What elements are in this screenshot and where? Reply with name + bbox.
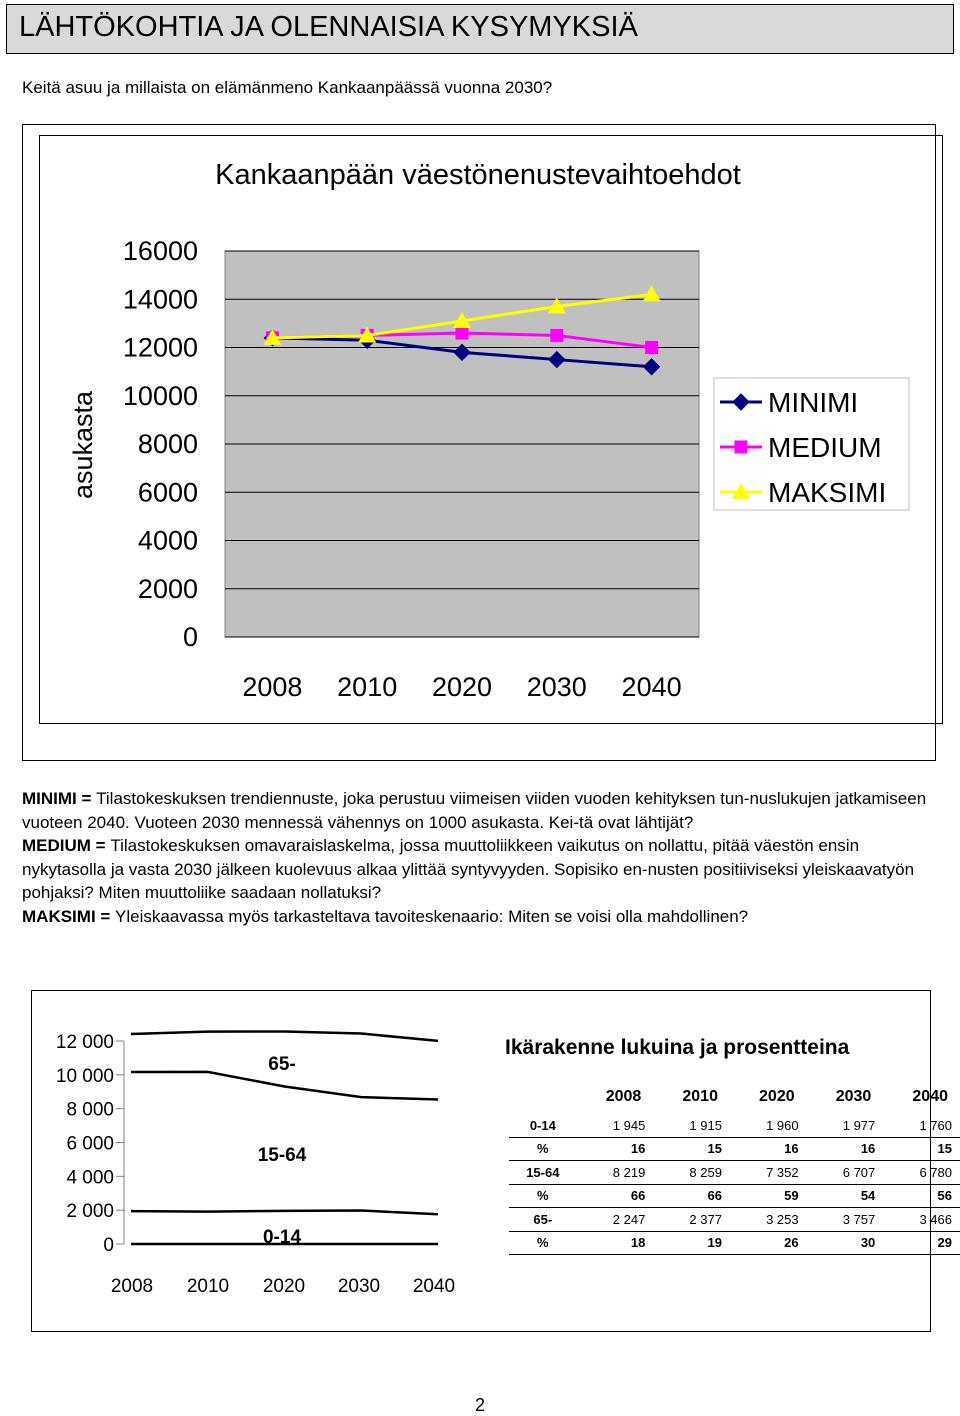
table-cell: 2 247 [577, 1208, 654, 1232]
table-row [509, 1231, 960, 1255]
legend-label-maksimi: MAKSIMI [768, 477, 887, 508]
x-tick-label: 2030 [526, 672, 587, 702]
data-point-medium [456, 327, 469, 340]
table-cell: 19 [653, 1231, 730, 1255]
age-y-tick-label: 2 000 [66, 1201, 114, 1223]
y-tick-label: 6000 [137, 477, 198, 508]
table-cell: 2 377 [653, 1208, 730, 1232]
year-header: 2040 [912, 1088, 948, 1105]
page-number: 2 [475, 1395, 486, 1415]
age-table-title: Ikärakenne lukuina ja prosentteina [505, 1036, 850, 1059]
year-header: 2010 [682, 1088, 718, 1105]
medium-label: MEDIUM [22, 836, 91, 855]
y-tick-label: 16000 [122, 236, 198, 266]
page-title: LÄHTÖKOHTIA JA OLENNAISIA KYSYMYKSIÄ [19, 11, 638, 43]
legend-marker-medium [735, 441, 748, 454]
year-header: 2008 [605, 1088, 642, 1105]
data-point-medium [550, 329, 563, 342]
row-label: % [509, 1184, 577, 1208]
age-y-tick-label: 4 000 [66, 1167, 114, 1189]
table-cell: 56 [883, 1184, 960, 1208]
age-y-tick-label: 6 000 [66, 1133, 114, 1155]
medium-text: Tilastokeskuksen omavaraislaskelma, jossa muuttoliikkeen vaikutus on nollattu, pitää väestön ensin nykytasolla ja vasta 2030 jälkeen kuolevuus alkaa ylittää syntyvyyden. Sopisiko en-nusten positiiviseksi yleiskaavatyön pohjaksi? Miten muuttoliike saadaan nollatuksi? [22, 836, 915, 902]
age-label-15-64: 15-64 [257, 1145, 307, 1166]
table-cell: 1 960 [730, 1114, 807, 1137]
table-cell: 1 915 [653, 1114, 730, 1137]
age-y-tick-label: 10 000 [55, 1065, 114, 1087]
age-y-tick-label: 8 000 [66, 1099, 114, 1121]
y-tick-label: 8000 [137, 429, 198, 459]
table-cell: 18 [577, 1231, 654, 1255]
x-tick-label: 2008 [242, 672, 303, 702]
table-cell: 15 [653, 1137, 730, 1161]
x-tick-label: 2020 [431, 672, 493, 702]
table-row [509, 1208, 960, 1232]
age-y-tick-labels [56, 1032, 124, 1256]
table-cell: 6 707 [807, 1161, 884, 1185]
age-structure-chart [0, 1000, 500, 1340]
age-x-tick-label: 2030 [337, 1276, 381, 1297]
legend-label-medium: MEDIUM [768, 432, 882, 463]
y-tick-label: 2000 [137, 573, 198, 604]
table-cell: 8 219 [577, 1161, 654, 1185]
minimi-paragraph [22, 787, 942, 834]
year-header: 2030 [835, 1088, 872, 1105]
table-cell: 3 466 [883, 1208, 960, 1232]
table-cell: 66 [577, 1184, 654, 1208]
minimi-eq: = [76, 789, 97, 808]
scenario-descriptions [22, 787, 942, 928]
maksimi-eq: = [95, 906, 116, 926]
medium-eq: = [90, 836, 111, 855]
y-tick-label: 4000 [137, 525, 198, 556]
table-cell: 54 [807, 1184, 884, 1208]
y-tick-label: 14000 [122, 284, 198, 315]
maksimi-text: Yleiskaavassa myös tarkasteltava tavoiteskenaario: Miten se voisi olla mahdollinen? [115, 906, 749, 926]
age-label-65: 65- [268, 1054, 296, 1075]
age-y-tick-label: 12 000 [55, 1032, 114, 1053]
table-cell: 1 977 [807, 1114, 884, 1137]
age-x-tick-labels [111, 1276, 455, 1297]
table-cell: 16 [807, 1137, 884, 1161]
medium-paragraph [22, 834, 942, 905]
table-cell: 1 945 [577, 1114, 654, 1137]
x-tick-label: 2010 [337, 672, 398, 702]
table-cell: 8 259 [653, 1161, 730, 1185]
minimi-label: MINIMI [22, 789, 77, 808]
age-x-tick-label: 2020 [262, 1276, 306, 1297]
table-cell: 7 352 [730, 1161, 807, 1185]
y-tick-label: 0 [182, 622, 198, 652]
table-cell: 16 [577, 1137, 654, 1161]
table-cell: 6 780 [883, 1161, 960, 1185]
maksimi-label: MAKSIMI [22, 906, 96, 926]
year-header: 2020 [759, 1088, 795, 1105]
age-x-tick-label: 2010 [186, 1276, 230, 1297]
table-row [509, 1137, 960, 1161]
y-tick-labels [123, 236, 198, 652]
age-table-corner [509, 1086, 577, 1114]
age-table-header-row [509, 1086, 960, 1114]
x-tick-labels [242, 672, 681, 702]
table-cell: 1 760 [883, 1114, 960, 1137]
intro-question: Keitä asuu ja millaista on elämänmeno Kankaanpäässä vuonna 2030? [22, 78, 553, 97]
age-structure-table [509, 1086, 960, 1255]
row-label: 65- [509, 1208, 577, 1232]
age-x-tick-label: 2008 [110, 1276, 154, 1297]
data-point-medium [645, 341, 658, 354]
row-label: % [509, 1231, 577, 1255]
x-tick-label: 2040 [621, 672, 682, 702]
row-label: % [509, 1137, 577, 1161]
table-cell: 59 [730, 1184, 807, 1208]
table-row [509, 1114, 960, 1137]
table-row [509, 1184, 960, 1208]
table-cell: 26 [730, 1231, 807, 1255]
y-tick-label: 12000 [122, 332, 198, 363]
age-y-tick-label: 0 [103, 1235, 114, 1256]
minimi-text: Tilastokeskuksen trendiennuste, joka perustuu viimeisen viiden vuoden kehityksen tun-nuslukujen jatkamiseen vuoteen 2040. Vuoteen 2030 mennessä vähennys on 1000 asukasta. Kei-tä ovat lähtijät? [22, 789, 927, 832]
table-cell: 15 [883, 1137, 960, 1161]
maksimi-paragraph [22, 905, 942, 929]
legend-label-minimi: MINIMI [768, 387, 859, 418]
age-boundary-65- [131, 1031, 438, 1040]
table-cell: 3 757 [807, 1208, 884, 1232]
y-axis-label: asukasta [68, 390, 98, 500]
table-cell: 29 [883, 1231, 960, 1255]
row-label: 0-14 [509, 1114, 577, 1137]
age-boundary-15-64 [131, 1072, 438, 1100]
table-cell: 30 [807, 1231, 884, 1255]
row-label: 15-64 [509, 1161, 577, 1185]
table-row [509, 1161, 960, 1185]
y-tick-label: 10000 [122, 380, 198, 411]
age-label-0-14: 0-14 [262, 1227, 302, 1248]
age-boundary-0-14 [131, 1211, 438, 1215]
table-cell: 66 [653, 1184, 730, 1208]
chart-title: Kankaanpään väestönenustevaihtoehdot [215, 159, 741, 191]
table-cell: 16 [730, 1137, 807, 1161]
age-x-tick-label: 2040 [412, 1276, 456, 1297]
table-cell: 3 253 [730, 1208, 807, 1232]
